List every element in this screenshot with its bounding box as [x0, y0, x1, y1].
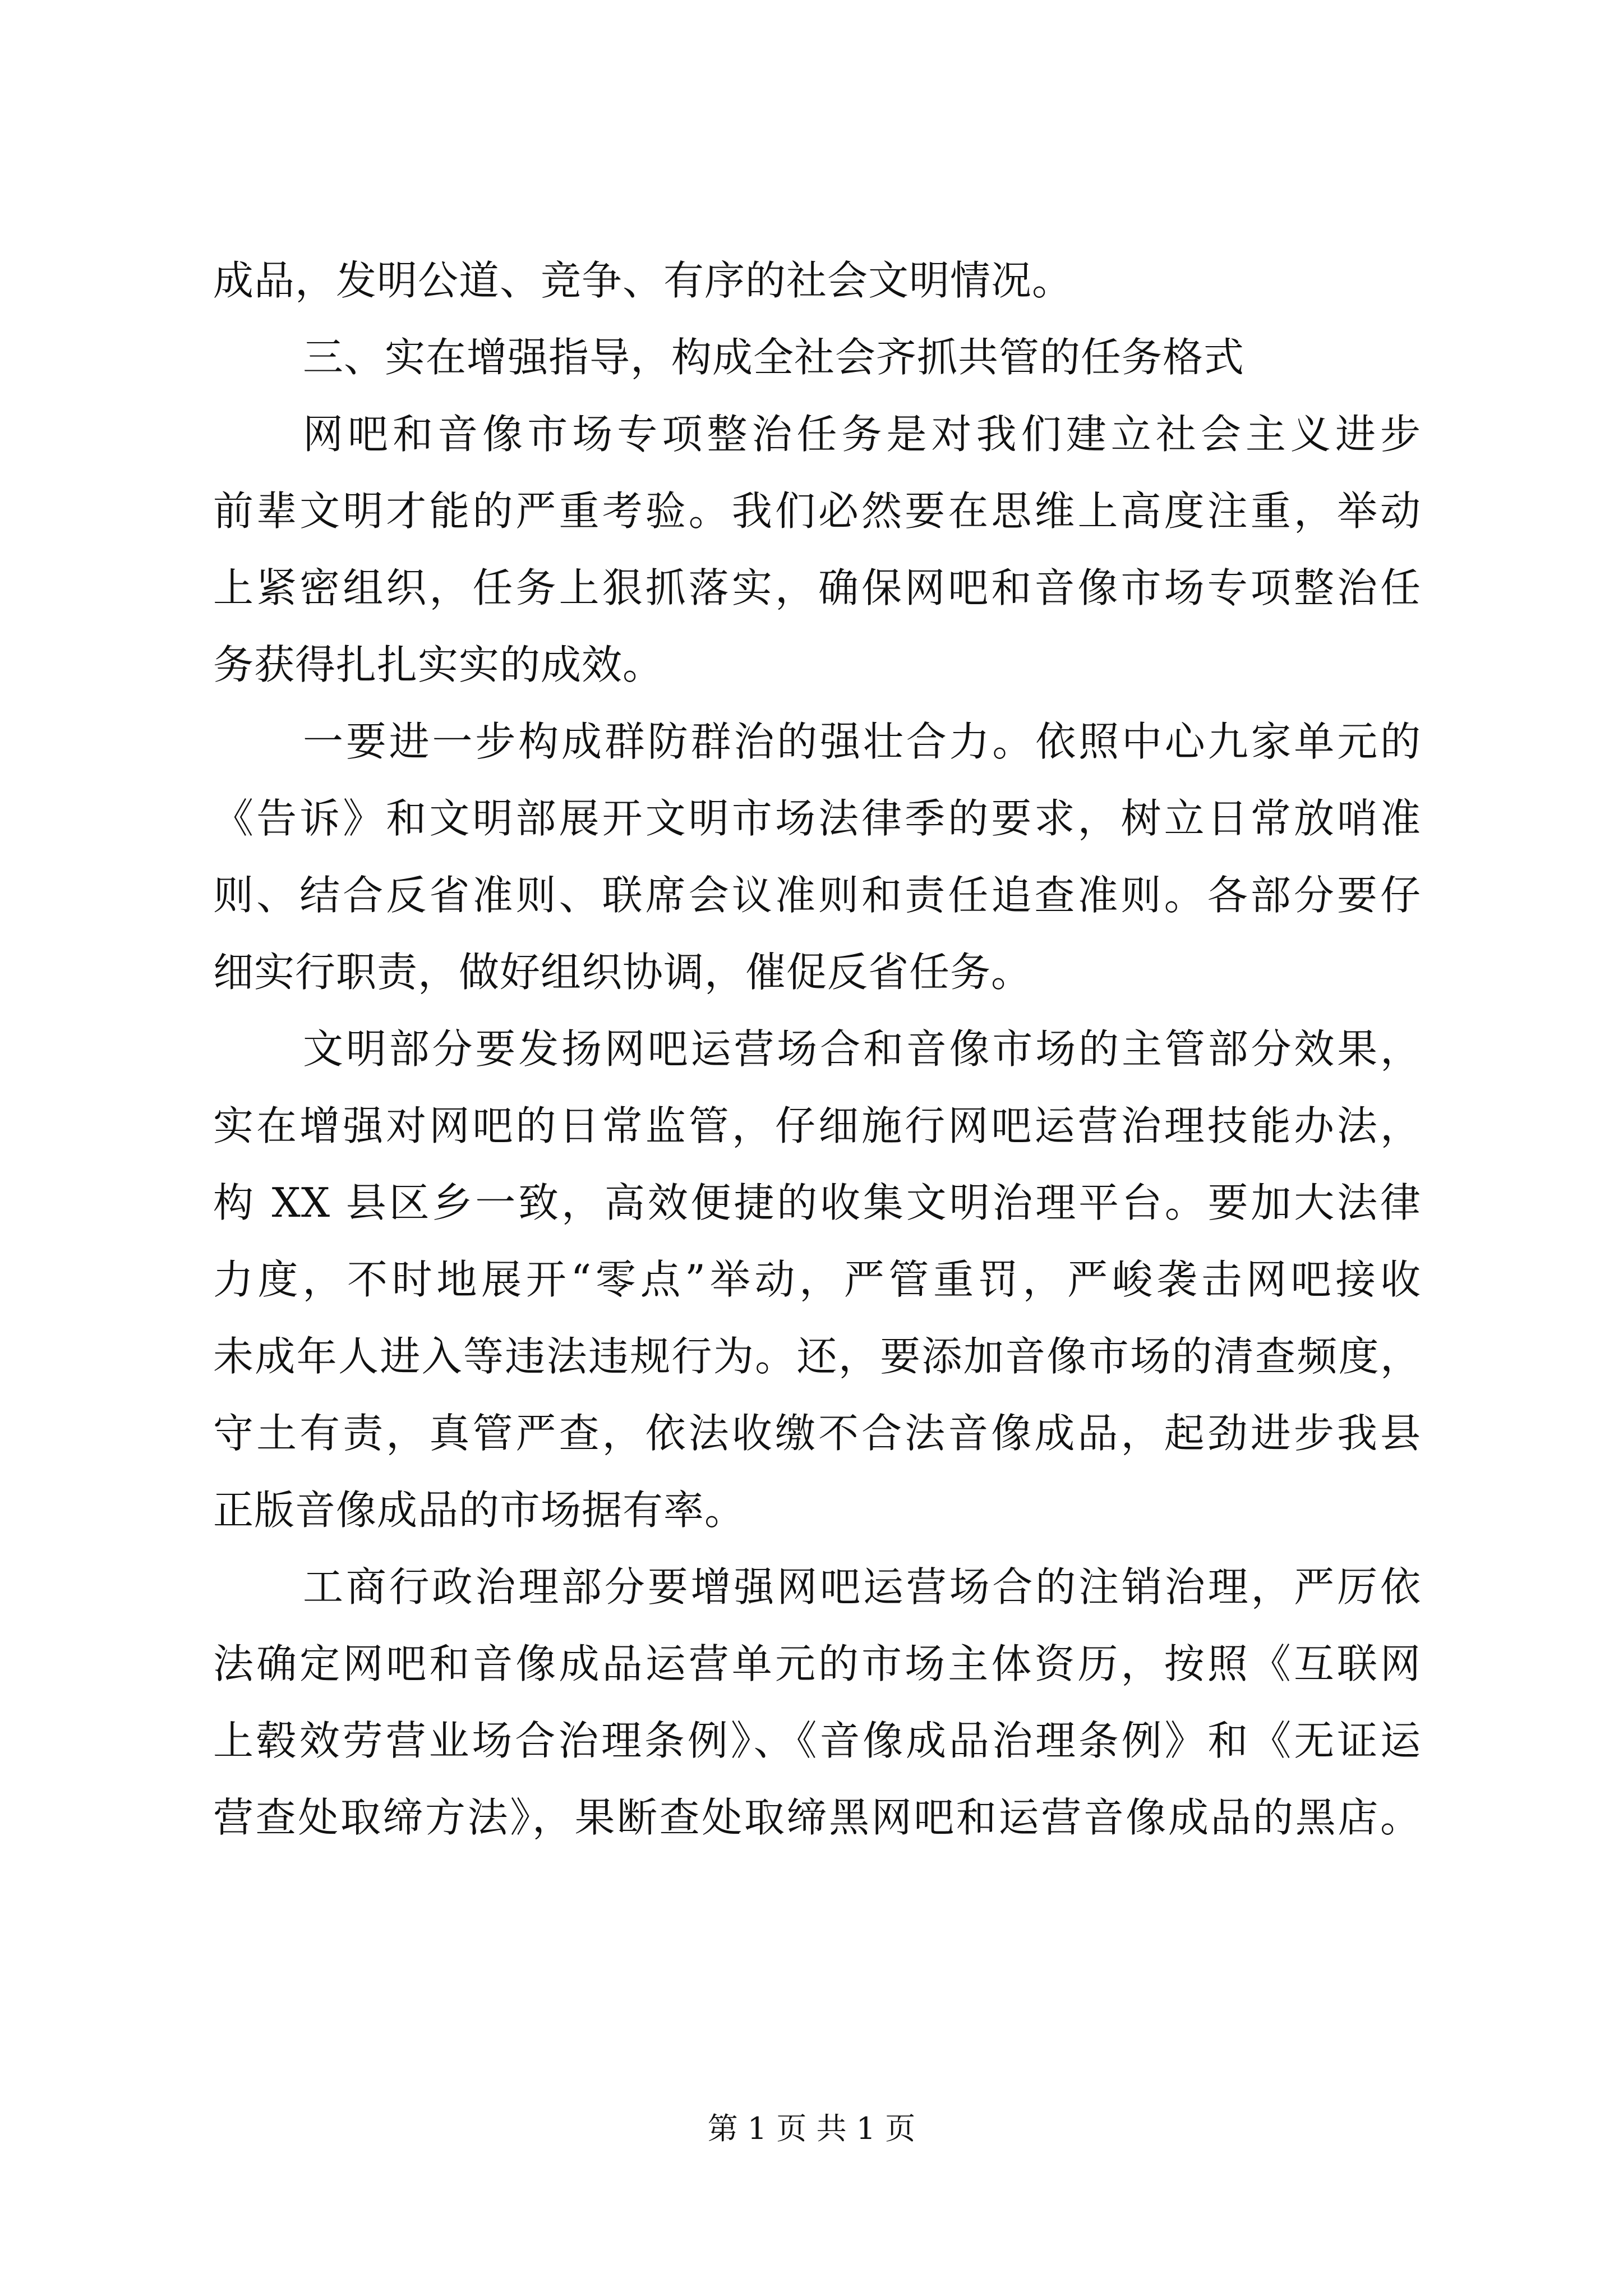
text-line: 工商行政治理部分要增强网吧运营场合的注销治理，严厉依: [303, 1563, 1421, 1611]
text-line: 前辈文明才能的严重考验。我们必然要在思维上高度注重，举动: [213, 487, 1421, 535]
section-heading: 三、实在增强指导，构成全社会齐抓共管的任务格式: [303, 334, 1245, 381]
text-line: 则、结合反省准则、联席会议准则和责任追查准则。各部分要仔: [213, 872, 1421, 919]
text-line: 未成年人进入等违法违规行为。还，要添加音像市场的清查频度，: [213, 1333, 1421, 1380]
text-line: 一要进一步构成群防群治的强壮合力。依照中心九家单元的: [303, 718, 1421, 765]
text-line: 实在增强对网吧的日常监管，仔细施行网吧运营治理技能办法，: [213, 1102, 1421, 1149]
page-footer: 第 1 页 共 1 页: [707, 2111, 916, 2146]
document-body: [213, 242, 1421, 1856]
text-line: 构 XX 县区乡一致，高效便捷的收集文明治理平台。要加大法律: [213, 1179, 1421, 1226]
text-line: 营查处取缔方法》，果断查处取缔黑网吧和运营音像成品的黑店。: [213, 1794, 1421, 1841]
text-line: 网吧和音像市场专项整治任务是对我们建立社会主义进步: [303, 411, 1421, 458]
text-line: 文明部分要发扬网吧运营场合和音像市场的主管部分效果，: [303, 1025, 1421, 1073]
text-line: 上毂效劳营业场合治理条例》、《音像成品治理条例》和《无证运: [213, 1717, 1421, 1764]
text-line: 守土有责，真管严查，依法收缴不合法音像成品，起劲进步我县: [213, 1410, 1421, 1457]
text-line: 力度，不时地展开“零点”举动，严管重罚，严峻袭击网吧接收: [213, 1256, 1421, 1303]
text-line: 务获得扎扎实实的成效。: [213, 641, 664, 688]
text-line: 成品，发明公道、竞争、有序的社会文明情况。: [213, 257, 1073, 304]
text-line: 上紧密组织，任务上狠抓落实，确保网吧和音像市场专项整治任: [213, 564, 1421, 611]
text-line: 细实行职责，做好组织协调，催促反省任务。: [213, 949, 1032, 996]
text-line: 法确定网吧和音像成品运营单元的市场主体资历，按照《互联网: [213, 1640, 1421, 1687]
text-line: 正版音像成品的市场据有率。: [213, 1487, 746, 1534]
text-line: 《告诉》和文明部展开文明市场法律季的要求，树立日常放哨准: [213, 795, 1421, 842]
